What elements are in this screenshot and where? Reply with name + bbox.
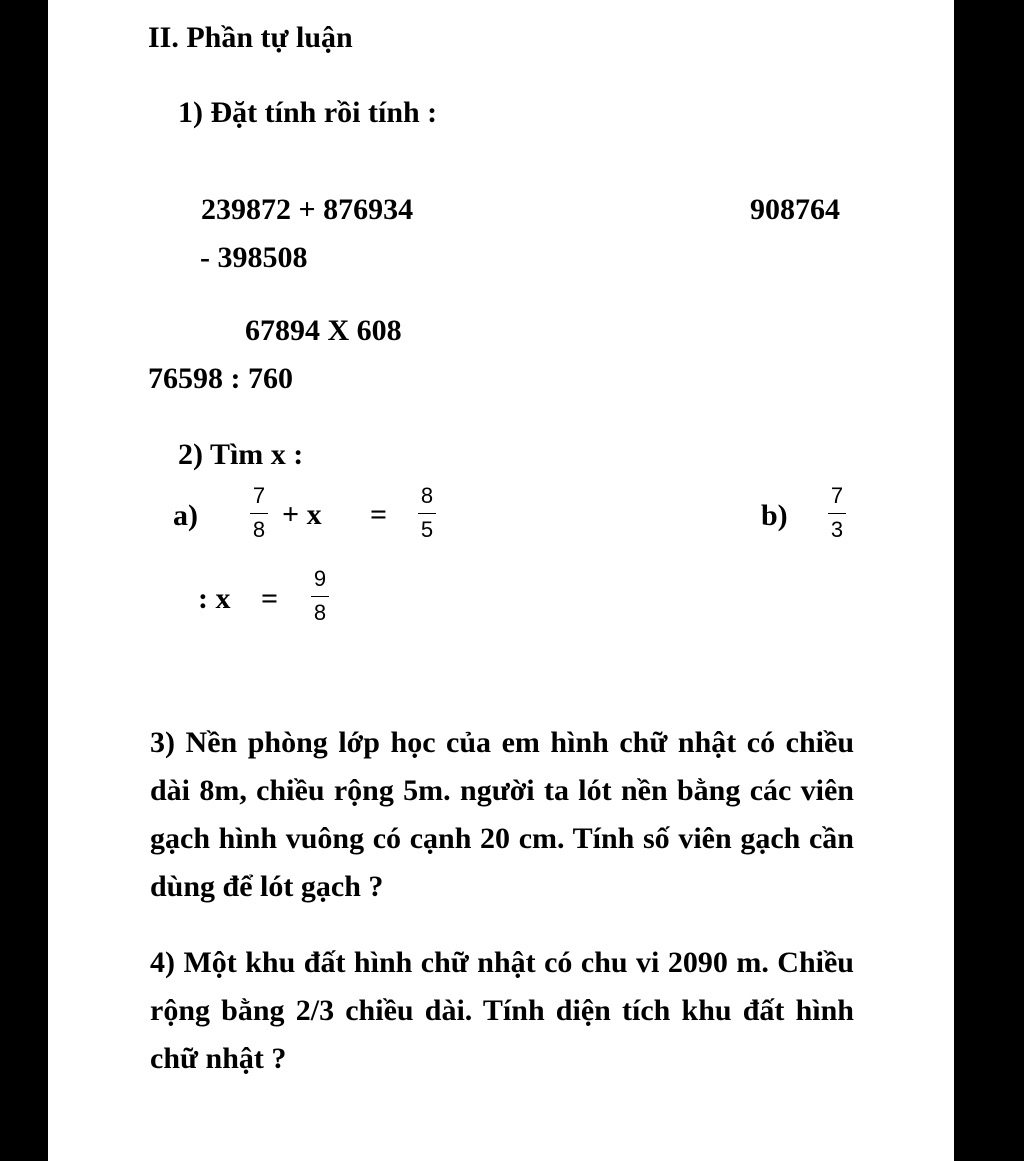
part-a-equals: =: [370, 498, 388, 531]
question-3-text: 3) Nền phòng lớp học của em hình chữ nhật có chiều dài 8m, chiều rộng 5m. người ta lót nền bằng các viên gạch hình vuông có cạnh 20 cm. Tính số viên gạch cần dùng để lót gạch ?: [150, 726, 854, 903]
fraction-denominator: 8: [313, 600, 327, 625]
fraction-denominator: 5: [420, 517, 434, 542]
fraction-bar: [250, 513, 268, 514]
part-b-fraction-2: [308, 567, 332, 625]
question-4-text: 4) Một khu đất hình chữ nhật có chu vi 2090 m. Chiều rộng bằng 2/3 chiều dài. Tính diện tích khu đất hình chữ nhật ?: [150, 946, 854, 1075]
part-b-colon-x: : x: [198, 582, 231, 615]
fraction-bar: [418, 513, 436, 514]
part-a-plus-x: + x: [282, 498, 322, 531]
part-b-label: b): [761, 499, 788, 532]
part-a-fraction-1: [247, 484, 271, 542]
fraction-bar: [311, 596, 329, 597]
multiplication-expression: 67894 X 608: [245, 314, 402, 347]
part-a-label: a): [173, 499, 198, 532]
fraction-numerator: 8: [420, 483, 434, 508]
subtraction-subtrahend: - 398508: [200, 241, 308, 274]
part-b-equals: =: [261, 582, 279, 615]
part-b-fraction-1: [825, 484, 849, 542]
fraction-numerator: 9: [313, 566, 327, 591]
part-a-fraction-2: [415, 484, 439, 542]
subtraction-minuend: 908764: [750, 193, 840, 226]
division-expression: 76598 : 760: [148, 362, 293, 395]
worksheet-page: [48, 0, 954, 1161]
question-1-heading: 1) Đặt tính rồi tính :: [178, 96, 438, 129]
fraction-numerator: 7: [830, 483, 844, 508]
fraction-denominator: 8: [252, 517, 266, 542]
fraction-denominator: 3: [830, 517, 844, 542]
addition-expression: 239872 + 876934: [201, 193, 414, 226]
fraction-bar: [828, 513, 846, 514]
question-2-heading: 2) Tìm x :: [178, 438, 304, 471]
section-title: II. Phần tự luận: [148, 21, 353, 54]
fraction-numerator: 7: [252, 483, 266, 508]
